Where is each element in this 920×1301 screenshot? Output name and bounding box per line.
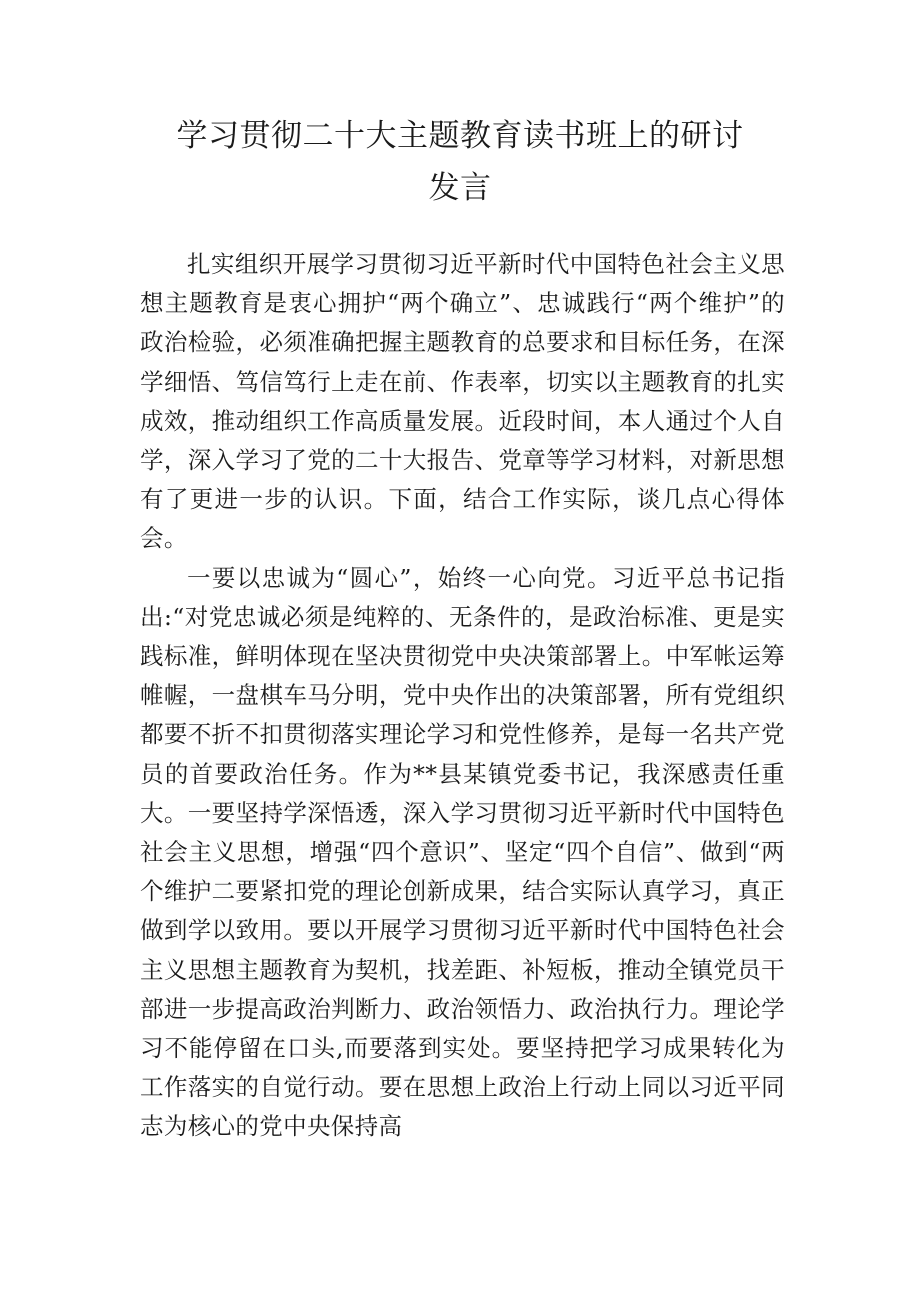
paragraph-intro: 扎实组织开展学习贯彻习近平新时代中国特色社会主义思想主题教育是衷心拥护“两个确立”、忠诚践行“两个维护”的政治检验，必须准确把握主题教育的总要求和目标任务，在深学细悟、笃信笃行上走在前、作表率，切实以主题教育的扎实成效，推动组织工作高质量发展。近段时间，本人通过个人自学，深入学习了党的二十大报告、党章等学习材料，对新思想有了更进一步的认识。下面，结合工作实际，谈几点心得体会。 [140, 250, 785, 553]
paragraph-loyalty: 一要以忠诚为“圆心”，始终一心向党。习近平总书记指出:“对党忠诚必须是纯粹的、无条件的，是政治标准、更是实践标准，鲜明体现在坚决贯彻党中央决策部署上。中军帐运筹帷幄，一盘棋车马分明，党中央作出的决策部署，所有党组织都要不折不扣贯彻落实理论学习和党性修养，是每一名共产党员的首要政治任务。作为**县某镇党委书记，我深感责任重大。一要坚持学深悟透，深入学习贯彻习近平新时代中国特色社会主义思想，增强“四个意识”、坚定“四个自信”、做到“两个维护二要紧扣党的理论创新成果，结合实际认真学习，真正做到学以致用。要以开展学习贯彻习近平新时代中国特色社会主义思想主题教育为契机，找差距、补短板，推动全镇党员干部进一步提高政治判断力、政治领悟力、政治执行力。理论学习不能停留在口头,而要落到实处。要坚持把学习成果转化为工作落实的自觉行动。要在思想上政治上行动上同以习近平同志为核心的党中央保持高 [140, 563, 785, 1141]
title-line-2: 发言 [428, 170, 492, 206]
document-body [140, 245, 785, 1147]
title-line-1: 学习贯彻二十大主题教育读书班上的研讨 [176, 118, 744, 154]
document-title [120, 110, 800, 214]
